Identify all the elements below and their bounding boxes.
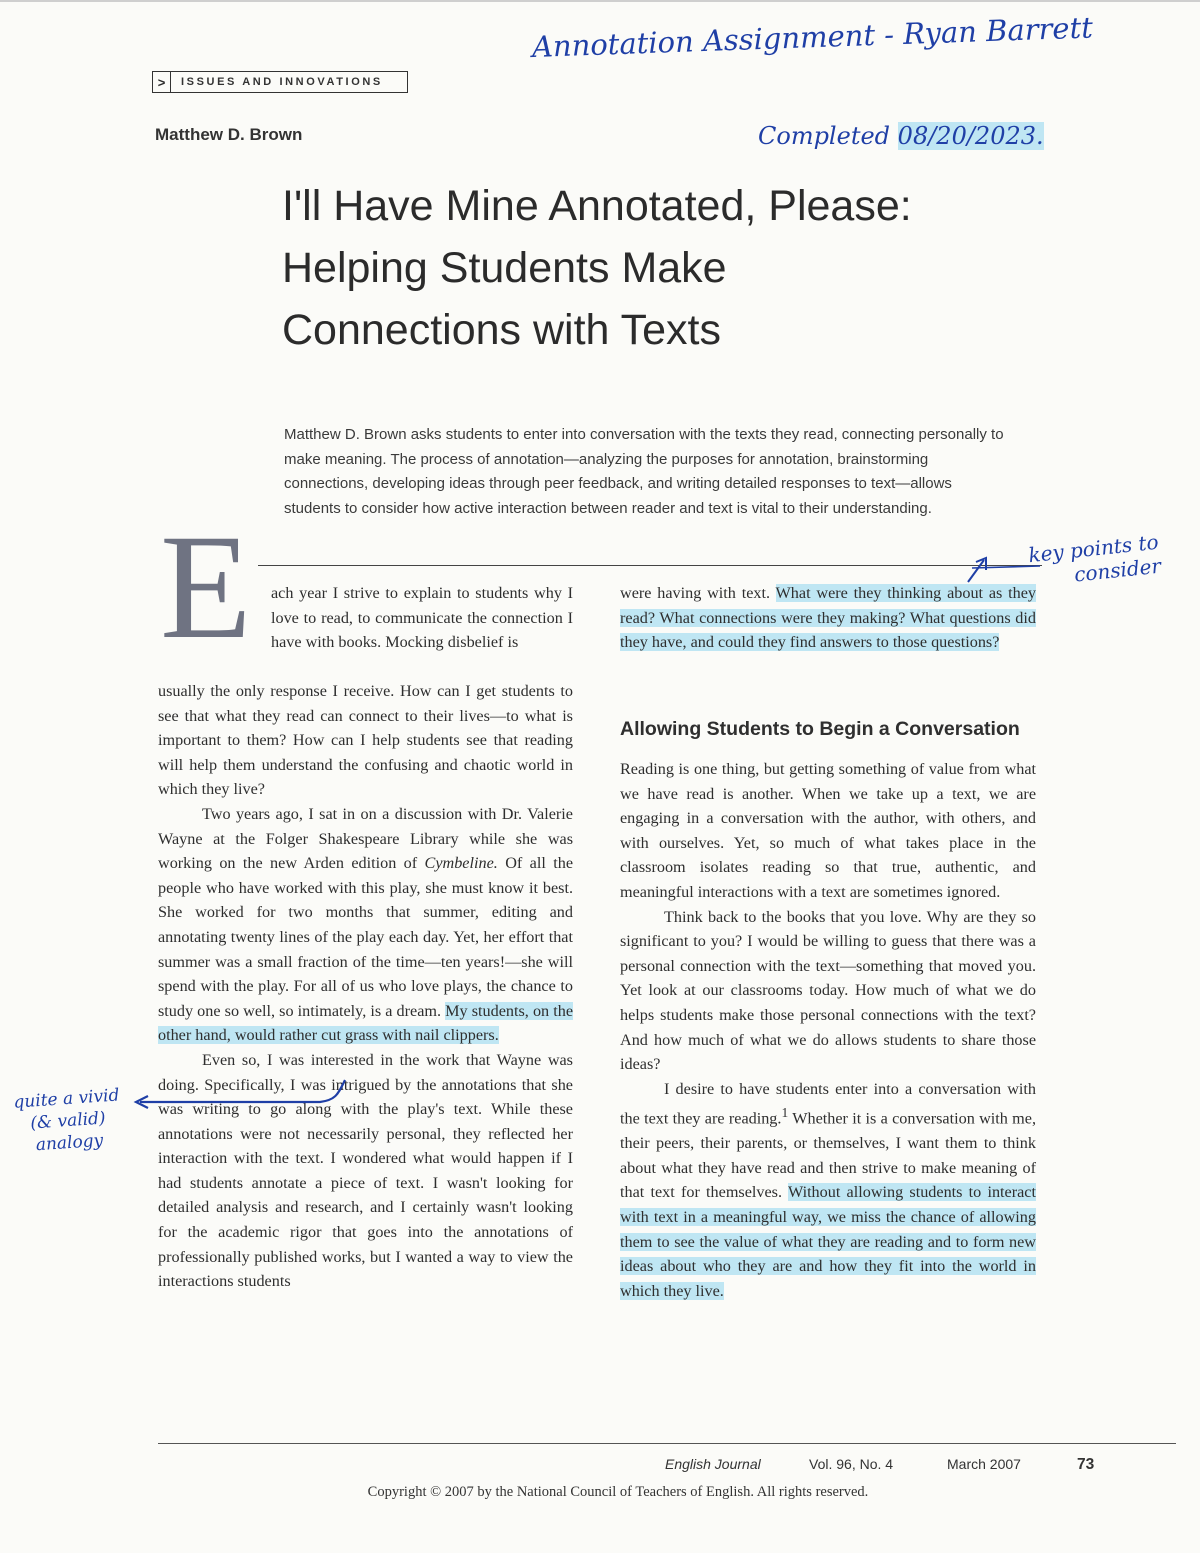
author-name: Matthew D. Brown bbox=[155, 125, 303, 144]
paragraph: usually the only response I receive. How can I get students to see that what they read can connect to their lives—to what is important to them? How can I help students see that reading will help them understand the confusing and chaotic world in which they live? bbox=[158, 682, 573, 799]
title-line-1: I'll Have Mine Annotated, Please: bbox=[282, 182, 912, 230]
chevron-right-icon: > bbox=[153, 72, 171, 92]
handwritten-title: Annotation Assignment - Ryan Barrett bbox=[531, 10, 1094, 64]
paragraph bbox=[158, 802, 573, 1048]
handwritten-margin-note: quite a vivid (& valid) analogy bbox=[12, 1085, 121, 1156]
text-run: I desire to have students enter into a conversation with the text they are reading. bbox=[620, 1079, 1036, 1128]
text-run: Of all the people who have worked with this play, she must know it best. She worked for two months that summer, editing and annotating twenty lines of the play each day. Yet, her effort that summer was a small fraction of the time—ten years!—she will spend with the play. For all of us who love plays, the chance to study one so well, so intimately, is a dream. bbox=[158, 854, 573, 1020]
paragraph bbox=[620, 1077, 1036, 1304]
right-column-intro bbox=[620, 581, 1036, 655]
page-number: 73 bbox=[1077, 1456, 1095, 1473]
handwritten-key-points: key points to consider bbox=[1027, 529, 1163, 587]
title-line-2: Helping Students Make bbox=[282, 244, 727, 292]
text-run: Two years ago, I sat in on a discussion with Dr. Valerie Wayne at the Folger Shakespeare Library while she was working on the new Arden edition of bbox=[158, 804, 573, 873]
section-label: ISSUES AND INNOVATIONS bbox=[181, 76, 383, 88]
copyright-notice: Copyright © 2007 by the National Council of Teachers of English. All rights reserved. bbox=[367, 1484, 869, 1500]
right-column bbox=[620, 757, 1036, 1303]
completed-label: Completed bbox=[758, 122, 891, 150]
journal-name: English Journal bbox=[665, 1456, 761, 1472]
handwritten-completed bbox=[758, 122, 1044, 150]
highlighted-text: What were they thinking about as they read? What connections were they making? What questions did they have, and could they find answers to those questions? bbox=[620, 584, 1036, 652]
left-column bbox=[158, 679, 573, 1294]
paragraph bbox=[620, 581, 1036, 655]
highlighted-text: My students, on the other hand, would rather cut grass with nail clippers. bbox=[158, 1001, 574, 1045]
footer-rule bbox=[158, 1443, 1176, 1444]
paragraph: ach year I strive to explain to students why I love to read, to communicate the connection I have with books. Mocking disbelief is bbox=[271, 584, 573, 652]
paragraph: Think back to the books that you love. Why are they so significant to you? I would be willing to guess that there was a personal connection with the text—something that moved you. Yet look at our classrooms today. How much of what we do helps students make those personal connections with the text? And how much of what we do allows students to share those ideas? bbox=[620, 907, 1036, 1074]
footnote-marker: 1 bbox=[781, 1105, 789, 1121]
paragraph: Even so, I was interested in the work that Wayne was doing. Specifically, I was intrigued by the annotations that she was writing to go along with the play's text. While these annotations were not necessarily personal, they reflected her interaction with the text. I wondered what would happen if I had students annotate a piece of text. I wasn't looking for detailed analysis and research, and I certainly wasn't looking for the academic rigor that goes into the annotations of professionally published works, but I wanted a way to view the interactions students bbox=[158, 1050, 573, 1291]
text-run: were having with text. bbox=[620, 584, 771, 602]
arrowhead-icon bbox=[976, 558, 986, 570]
paragraph: Reading is one thing, but getting something of value from what we have read is another. When we take up a text, we are engaging in a conversation with the author, with others, and with ourselves. Yet, so much of what takes place in the classroom isolates reading so that true, authentic, and meaningful interactions with a text are sometimes ignored. bbox=[620, 760, 1036, 901]
drop-cap: E bbox=[160, 504, 252, 670]
completed-date: 08/20/2023. bbox=[897, 122, 1044, 150]
section-heading: Allowing Students to Begin a Conversation bbox=[620, 718, 1020, 740]
title-line-3: Connections with Texts bbox=[282, 306, 721, 354]
highlighted-text: Without allowing students to interact with text in a meaningful way, we miss the chance of allowing them to see the value of what they are reading and to form new ideas about who they are and how they fit into the world in which they live. bbox=[620, 1183, 1036, 1300]
journal-date: March 2007 bbox=[947, 1456, 1021, 1472]
text-run: Whether it is a conversation with me, their peers, their parents, or themselves, I want them to think about what they have read and then strive to make meaning of that text for themselves. bbox=[620, 1109, 1036, 1202]
abstract: Matthew D. Brown asks students to enter into conversation with the texts they read, connecting personally to make meaning. The process of annotation—analyzing the purposes for annotation, brainstorming connections, developing ideas through peer feedback, and writing detailed responses to text—allows students to consider how active interaction between reader and text is vital to their understanding. bbox=[284, 426, 1004, 517]
divider-rule bbox=[258, 565, 1042, 566]
arrowhead-left-icon bbox=[136, 1096, 148, 1108]
section-header bbox=[152, 71, 408, 93]
key-points-arrow-icon bbox=[968, 560, 984, 582]
left-column-intro bbox=[271, 581, 573, 655]
article-title bbox=[282, 175, 1042, 361]
play-title: Cymbeline. bbox=[424, 854, 498, 873]
scan-edge bbox=[0, 0, 1200, 8]
page-footer bbox=[665, 1456, 1094, 1474]
journal-volume: Vol. 96, No. 4 bbox=[809, 1456, 894, 1472]
